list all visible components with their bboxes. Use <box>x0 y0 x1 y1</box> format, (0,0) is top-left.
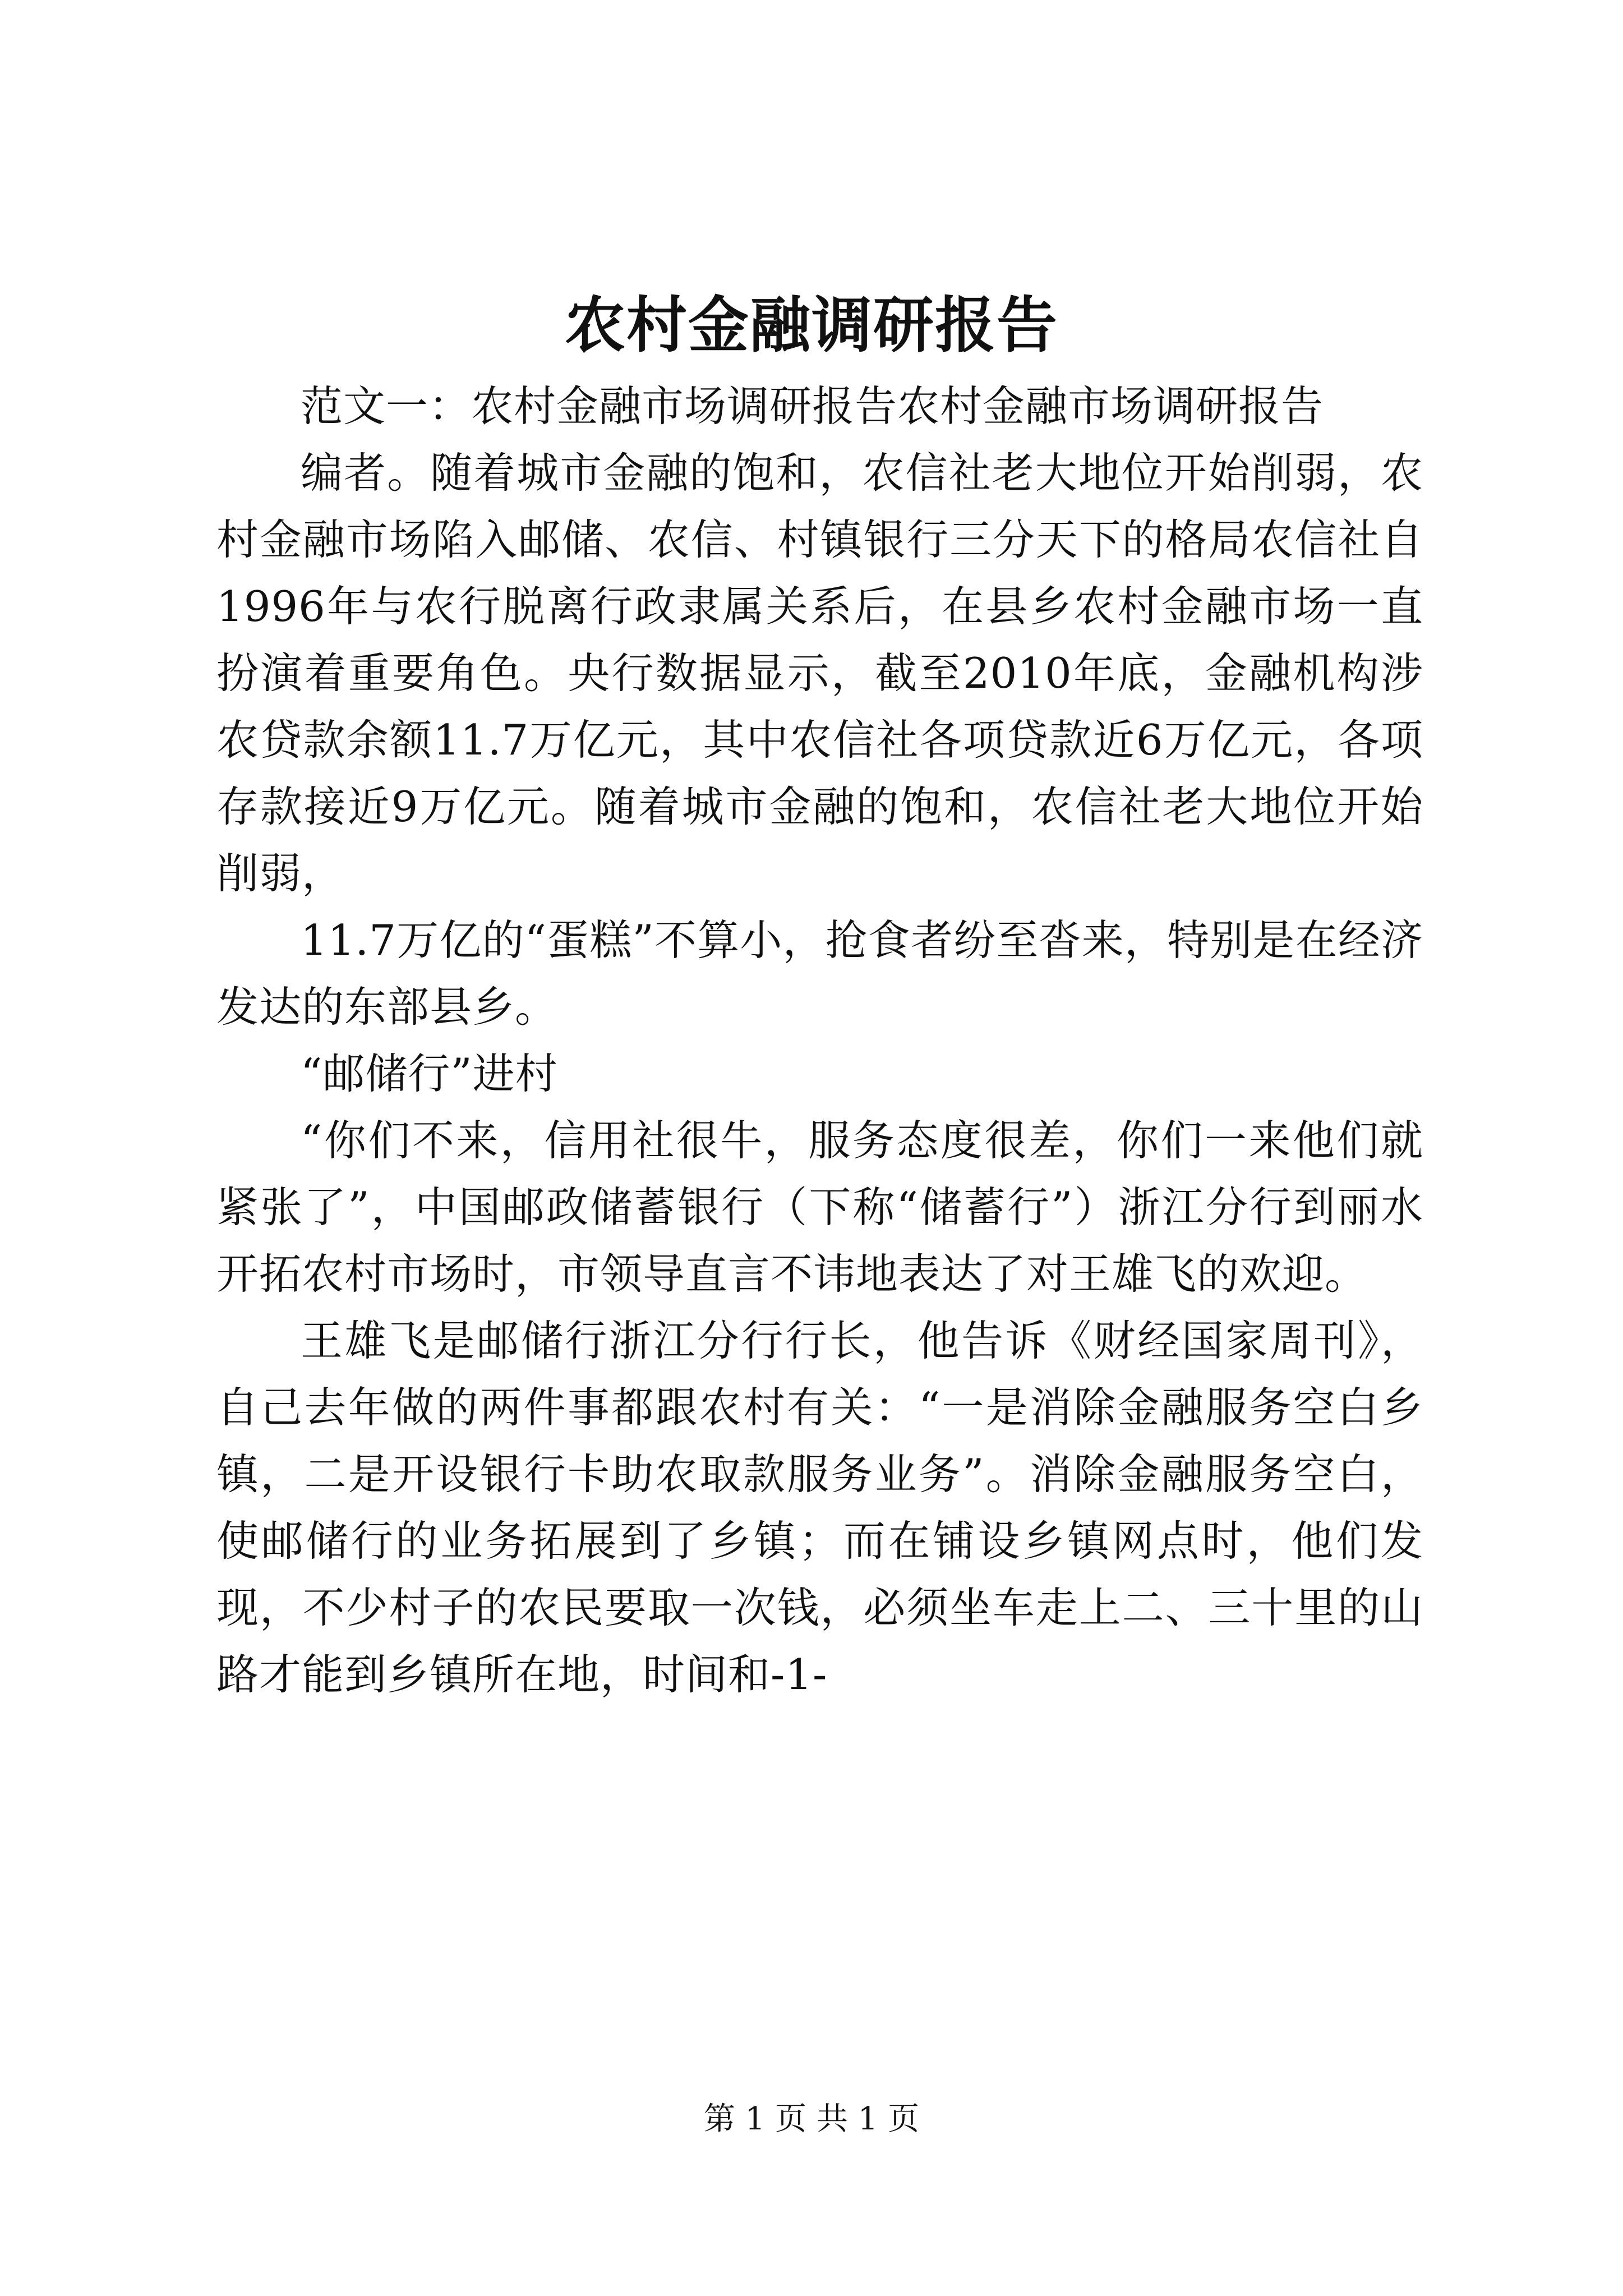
document-title: 农村金融调研报告 <box>564 290 1058 361</box>
paragraph-3: 11.7万亿的“蛋糕”不算小，抢食者纷至沓来，特别是在经济发达的东部县乡。 <box>216 915 1423 1032</box>
paragraph-4-subheading: “邮储行”进村 <box>301 1049 558 1098</box>
document-body <box>216 373 1423 1708</box>
paragraph-2: 编者。随着城市金融的饱和，农信社老大地位开始削弱，农村金融市场陷入邮储、农信、村镇银行三分天下的格局农信社自1996年与农行脱离行政隶属关系后，在县乡农村金融市场一直扮演着重要角色。央行数据显示，截至2010年底，金融机构涉农贷款余额11.7万亿元，其中农信社各项贷款近6万亿元，各项存款接近9万亿元。随着城市金融的饱和，农信社老大地位开始削弱， <box>216 448 1423 898</box>
paragraph-6: 王雄飞是邮储行浙江分行行长，他告诉《财经国家周刊》，自己去年做的两件事都跟农村有关：“一是消除金融服务空白乡镇，二是开设银行卡助农取款服务业务”。消除金融服务空白，使邮储行的业务拓展到了乡镇；而在铺设乡镇网点时，他们发现，不少村子的农民要取一次钱，必须坐车走上二、三十里的山路才能到乡镇所在地，时间和-1- <box>216 1316 1423 1699</box>
paragraph-1: 范文一：农村金融市场调研报告农村金融市场调研报告 <box>301 381 1324 431</box>
page-footer: 第 1 页 共 1 页 <box>703 2101 920 2137</box>
paragraph-5: “你们不来，信用社很牛，服务态度很差，你们一来他们就紧张了”，中国邮政储蓄银行（下称“储蓄行”）浙江分行到丽水开拓农村市场时，市领导直言不讳地表达了对王雄飞的欢迎。 <box>216 1116 1423 1299</box>
